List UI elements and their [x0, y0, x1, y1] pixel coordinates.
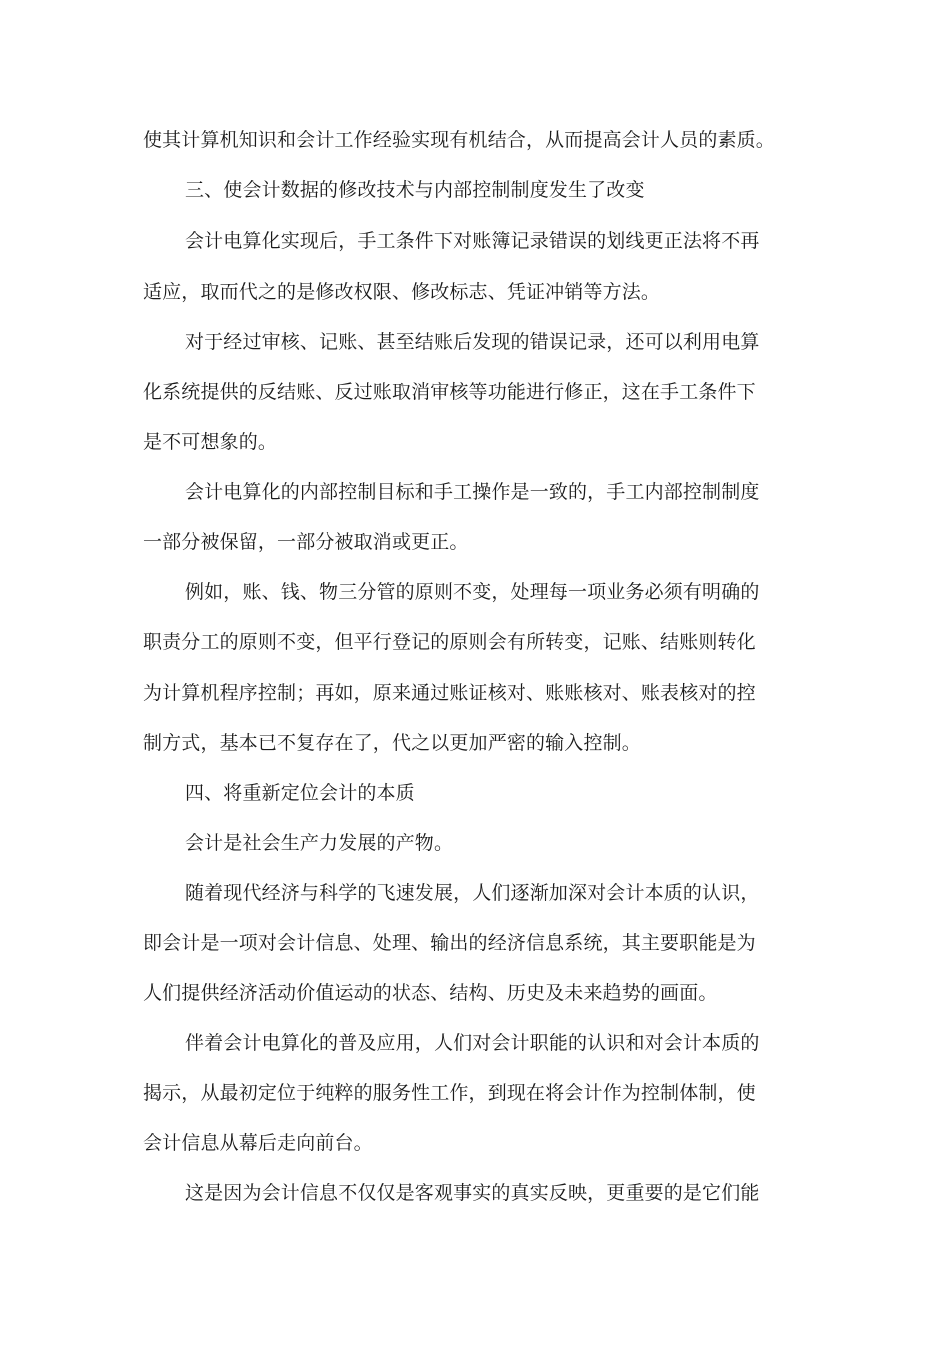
paragraph-line: 会计电算化实现后，手工条件下对账簿记录错误的划线更正法将不再: [185, 230, 760, 252]
paragraph-line: 使其计算机知识和会计工作经验实现有机结合，从而提高会计人员的素质。: [143, 129, 775, 151]
paragraph-line: 一部分被保留，一部分被取消或更正。: [143, 531, 469, 553]
paragraph-line: 即会计是一项对会计信息、处理、输出的经济信息系统，其主要职能是为: [143, 932, 756, 954]
paragraph-line: 伴着会计电算化的普及应用，人们对会计职能的认识和对会计本质的: [185, 1032, 760, 1054]
section-heading: 三、使会计数据的修改技术与内部控制制度发生了改变: [185, 179, 645, 201]
paragraph-line: 人们提供经济活动价值运动的状态、结构、历史及未来趋势的画面。: [143, 982, 718, 1004]
paragraph-line: 职责分工的原则不变，但平行登记的原则会有所转变，记账、结账则转化: [143, 631, 756, 653]
paragraph-line: 制方式，基本已不复存在了，代之以更加严密的输入控制。: [143, 732, 641, 754]
paragraph-line: 会计信息从幕后走向前台。: [143, 1132, 373, 1154]
paragraph-line: 随着现代经济与科学的飞速发展，人们逐渐加深对会计本质的认识，: [185, 882, 760, 904]
paragraph-line: 化系统提供的反结账、反过账取消审核等功能进行修正，这在手工条件下: [143, 381, 756, 403]
paragraph-line: 对于经过审核、记账、甚至结账后发现的错误记录，还可以利用电算: [185, 331, 760, 353]
paragraph-line: 会计是社会生产力发展的产物。: [185, 832, 454, 854]
paragraph-line: 揭示，从最初定位于纯粹的服务性工作，到现在将会计作为控制体制，使: [143, 1082, 756, 1104]
paragraph-line: 例如，账、钱、物三分管的原则不变，处理每一项业务必须有明确的: [185, 581, 760, 603]
paragraph-line: 这是因为会计信息不仅仅是客观事实的真实反映，更重要的是它们能: [185, 1182, 760, 1204]
section-heading: 四、将重新定位会计的本质: [185, 782, 415, 804]
paragraph-line: 是不可想象的。: [143, 431, 278, 453]
paragraph-line: 会计电算化的内部控制目标和手工操作是一致的，手工内部控制制度: [185, 481, 760, 503]
paragraph-line: 适应，取而代之的是修改权限、修改标志、凭证冲销等方法。: [143, 281, 661, 303]
paragraph-line: 为计算机程序控制；再如，原来通过账证核对、账账核对、账表核对的控: [143, 682, 756, 704]
